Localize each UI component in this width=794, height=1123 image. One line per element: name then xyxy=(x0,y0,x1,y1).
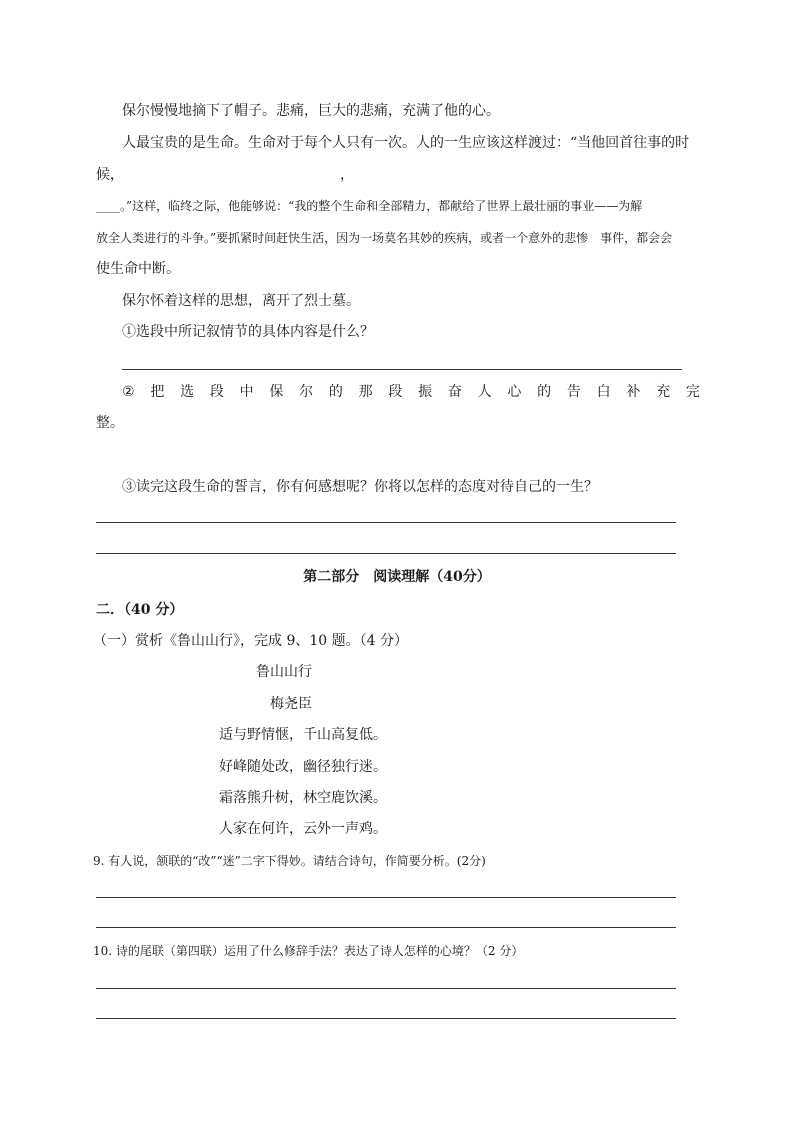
q2-char: 补 xyxy=(626,384,641,400)
q2-char: 把 xyxy=(150,384,165,400)
q2-char: 段 xyxy=(209,384,224,400)
passage-line-4: ____。”这样，临终之际，他能够说：“我的整个生命和全部精力，都献给了世界上最壮丽的事业——为解 xyxy=(96,199,643,213)
question-9: 9. 有人说，颔联的“改”“迷”二字下得妙。请结合诗句，作简要分析。(2分) xyxy=(93,854,486,868)
q2-char: 充 xyxy=(656,384,671,400)
answer-line[interactable] xyxy=(96,1018,676,1019)
q2-char: 人 xyxy=(477,384,492,400)
answer-line[interactable] xyxy=(96,553,676,554)
poem-line: 人家在何许，云外一声鸡。 xyxy=(219,821,387,837)
q2-char: 选 xyxy=(180,384,195,400)
answer-line[interactable] xyxy=(96,522,676,523)
q2-char: 中 xyxy=(239,384,254,400)
part2-heading: 第二部分 阅读理解（40分） xyxy=(303,569,491,585)
q2-char: 白 xyxy=(596,384,611,400)
passage-line-3b: ， xyxy=(340,167,354,183)
q2-char: 告 xyxy=(566,384,581,400)
q2-char: 奋 xyxy=(447,384,462,400)
q2-char: 段 xyxy=(388,384,403,400)
question-1: ①选段中所记叙情节的具体内容是什么？ xyxy=(122,324,374,340)
q2-char: 尔 xyxy=(299,384,314,400)
question-2-tail: 整。 xyxy=(96,415,124,431)
passage-line-1: 保尔慢慢地摘下了帽子。悲痛，巨大的悲痛，充满了他的心。 xyxy=(122,103,500,119)
answer-line[interactable] xyxy=(96,927,676,928)
q2-char: 的 xyxy=(537,384,552,400)
q2-char: 那 xyxy=(358,384,373,400)
q2-char: 心 xyxy=(507,384,522,400)
passage-line-2: 人最宝贵的是生命。生命对于每个人只有一次。人的一生应该这样渡过：“当他回首往事的时 xyxy=(122,135,690,151)
poem-author: 梅尧臣 xyxy=(270,696,312,712)
answer-line[interactable] xyxy=(96,988,676,989)
passage-line-5: 放全人类进行的斗争。”要抓紧时间赶快生活，因为一场莫名其妙的疾病，或者一个意外的悲惨 事件，都会会 xyxy=(96,231,673,245)
poem-line: 霜落熊升树，林空鹿饮溪。 xyxy=(219,790,387,806)
q2-char: 完 xyxy=(685,384,700,400)
section-heading: 二．（40 分） xyxy=(96,602,184,618)
poem-line: 适与野情惬，千山高复低。 xyxy=(219,727,387,743)
question-2 xyxy=(96,382,700,402)
q2-char: ② xyxy=(122,384,135,400)
passage-line-7: 保尔怀着这样的思想，离开了烈士墓。 xyxy=(122,293,360,309)
q2-char: 振 xyxy=(418,384,433,400)
poem-line: 好峰随处改，幽径独行迷。 xyxy=(219,759,387,775)
answer-line[interactable] xyxy=(96,897,676,898)
passage-line-3a: 候， xyxy=(96,167,124,183)
subsection-heading: （一）赏析《鲁山山行》，完成 9、10 题。（4 分） xyxy=(93,633,408,649)
poem-title: 鲁山山行 xyxy=(256,664,312,680)
question-3: ③读完这段生命的誓言，你有何感想呢？你将以怎样的态度对待自己的一生？ xyxy=(122,479,598,495)
passage-line-6: 使生命中断。 xyxy=(96,261,180,277)
answer-line[interactable] xyxy=(122,369,682,370)
q2-char: 的 xyxy=(328,384,343,400)
q2-char: 保 xyxy=(269,384,284,400)
question-10: 10. 诗的尾联（第四联）运用了什么修辞手法？表达了诗人怎样的心境？（2 分） xyxy=(93,944,524,958)
